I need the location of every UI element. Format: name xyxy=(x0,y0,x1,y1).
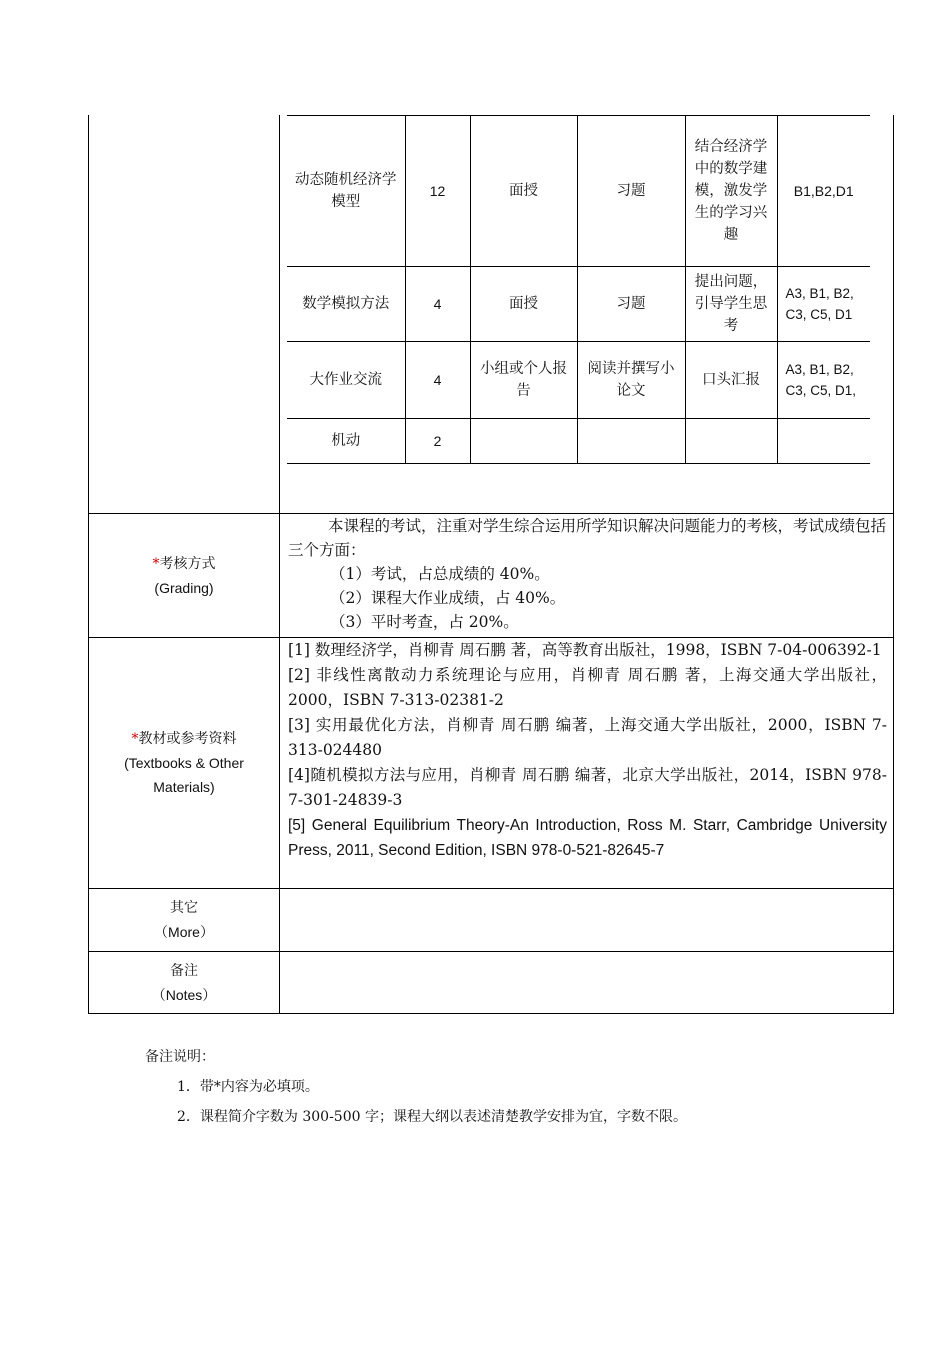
outcomes-cell: B1,B2,D1 xyxy=(777,116,870,267)
reference-item: [4]随机模拟方法与应用，肖柳青 周石鹏 编著，北京大学出版社，2014，ISBN 978-7-301-24839-3 xyxy=(288,766,887,809)
hours-cell: 12 xyxy=(405,116,470,267)
schedule-table xyxy=(287,115,870,464)
reference-item: [3] 实用最优化方法，肖柳青 周石鹏 编著，上海交通大学出版社，2000，ISBN 7-313-024480 xyxy=(288,716,887,759)
course-info-table xyxy=(88,115,894,1014)
grading-label-en: (Grading) xyxy=(154,579,214,596)
grading-item: （2）课程大作业成绩，占 40%。 xyxy=(330,589,566,607)
notes-content xyxy=(280,952,893,1013)
notes-label-en: （Notes） xyxy=(151,986,217,1003)
reference-item: [1] 数理经济学，肖柳青 周石鹏 著，高等教育出版社，1998，ISBN 7-04-006392-1 xyxy=(288,641,882,659)
footnotes xyxy=(145,1042,687,1132)
table-row xyxy=(287,267,870,342)
method-cell: 面授 xyxy=(470,116,577,267)
grading-label xyxy=(89,514,280,637)
outcomes-cell xyxy=(777,419,870,464)
homework-cell xyxy=(577,419,685,464)
outcomes-cell: A3, B1, B2, C3, C5, D1 xyxy=(777,267,870,342)
schedule-row-label xyxy=(89,115,280,513)
topic-cell: 大作业交流 xyxy=(287,342,405,419)
outcomes-cell: A3, B1, B2, C3, C5, D1, xyxy=(777,342,870,419)
goal-cell: 提出问题，引导学生思考 xyxy=(685,267,777,342)
schedule-row-content xyxy=(280,115,893,513)
schedule-row xyxy=(89,115,893,513)
topic-cell: 数学模拟方法 xyxy=(287,267,405,342)
materials-label-en: (Textbooks & Other Materials) xyxy=(124,755,244,795)
topic-cell: 机动 xyxy=(287,419,405,464)
more-row xyxy=(89,888,893,951)
goal-cell: 口头汇报 xyxy=(685,342,777,419)
grading-intro: 本课程的考试，注重对学生综合运用所学知识解决问题能力的考核，考试成绩包括三个方面： xyxy=(288,517,887,559)
grading-content xyxy=(280,514,893,637)
more-label-cn: 其它 xyxy=(170,900,198,916)
more-content xyxy=(280,889,893,951)
method-cell: 小组或个人报告 xyxy=(470,342,577,419)
hours-cell: 2 xyxy=(405,419,470,464)
grading-item: （1）考试，占总成绩的 40%。 xyxy=(330,565,550,583)
grading-row xyxy=(89,513,893,637)
notes-label xyxy=(89,952,280,1013)
method-cell xyxy=(470,419,577,464)
grading-item: （3）平时考查，占 20%。 xyxy=(330,613,519,631)
table-row xyxy=(287,419,870,464)
notes-row xyxy=(89,951,893,1013)
homework-cell: 习题 xyxy=(577,267,685,342)
reference-item: [5] General Equilibrium Theory-An Introduction, Ross M. Starr, Cambridge University Press, 2011, Second Edition, ISBN 978-0-521-82645-7 xyxy=(288,817,887,859)
method-cell: 面授 xyxy=(470,267,577,342)
more-label xyxy=(89,889,280,951)
more-label-en: （More） xyxy=(154,924,214,940)
footnote-item: 1．带*内容为必填项。 xyxy=(177,1079,319,1095)
materials-content xyxy=(280,638,893,888)
materials-label-cn: 教材或参考资料 xyxy=(138,731,237,747)
required-marker: * xyxy=(152,555,160,572)
hours-cell: 4 xyxy=(405,267,470,342)
footnotes-title: 备注说明： xyxy=(145,1049,215,1065)
footnote-item: 2．课程简介字数为 300-500 字；课程大纲以表述清楚教学安排为宜，字数不限。 xyxy=(177,1109,687,1125)
reference-item: [2] 非线性离散动力系统理论与应用，肖柳青 周石鹏 著，上海交通大学出版社，2000，ISBN 7-313-02381-2 xyxy=(288,666,887,709)
notes-label-cn: 备注 xyxy=(170,962,198,979)
homework-cell: 阅读并撰写小论文 xyxy=(577,342,685,419)
table-row xyxy=(287,116,870,267)
materials-row xyxy=(89,637,893,888)
hours-cell: 4 xyxy=(405,342,470,419)
table-row xyxy=(287,342,870,419)
goal-cell: 结合经济学中的数学建模，激发学生的学习兴趣 xyxy=(685,116,777,267)
required-marker: * xyxy=(131,731,139,747)
grading-label-cn: 考核方式 xyxy=(159,555,216,572)
homework-cell: 习题 xyxy=(577,116,685,267)
topic-cell: 动态随机经济学模型 xyxy=(287,116,405,267)
materials-label xyxy=(89,638,280,888)
goal-cell xyxy=(685,419,777,464)
